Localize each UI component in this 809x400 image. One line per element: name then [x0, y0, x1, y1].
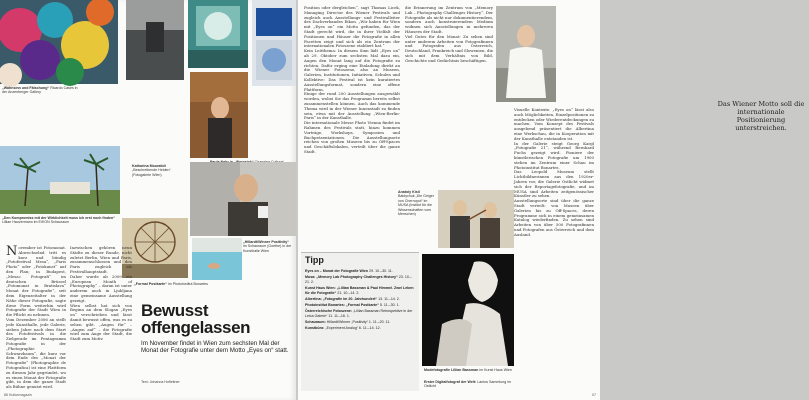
caption-hillardt: „Hillardt/Winner Positivity“ im Schauraum (Goethe) in der Kunsthalle Wien: [243, 240, 292, 253]
photo-pool: [192, 238, 242, 280]
right-body-column-2: die Erinnerung im Zentrum von „Memory Lab – Photography Challenges History“. Der Fotografie als nicht nur dokumentierendem, sondern auch konstruierendem Medium widmen sich Ausstellungen in mehreren Häusern der Stadt. Viel Gutes für den Monat: Zu sehen sind unter anderem Arbeiten von Fotografinnen und Fotografen aus Österreich, Deutschland, Frankreich und Slowenien, die sich mit dem Verhältnis von Bild, Geschichte und Gedächtnis beschäftigen.: [405, 5, 493, 63]
right-body-column-1: Position oder dergleichen“, sagt Thomas Licek, Managing Director des Wiener Festivals und zugleich auch Ausstellungs- und Festivalleiter des Dachverbandes Eikon. „Wir haben für Wien mit „Eyes on“ ein Motto gefunden, das der Stadt gerecht wird, die in ihrer Vielfalt der Positionen und Häuser die Fotografie in allen Facetten zeigt und sich als ein Zentrum der internationalen Fotoszene etabliert hat.“ Kein Leitthema: In diesem Sinn lädt „Eyes on“ ab 29. Oktober zum sechsten Mal dazu ein, Augen den Monat lang auf die Fotografie zu richten. Dafür erging eine Einladung direkt an die Wiener Fotoszene, also an Museen, Galerien, Institutionen, Initiativen, Schulen und Kollektive: Das Festival ist kein kuratiertes Ausstellungsformat, sondern eine offene Plattform. Einige der rund 200 Ausstellungen ausgewählt worden, wobei Sie das Programm bereits selbst zusammenstellen können. Auch das kommende Thema wird in der Wiener Innenstadt zu finden sein, etwa mit der Ausstellung „Wien-Berlin-Paris“ in der Kunsthalle. Die internationale Messe Photo Vienna findet im Rahmen des Festivals statt, hinzu kommen Vorträge, Workshops, Symposien und Buchpräsentationen. Die Ausstellungsorte reichen von großen Museen bis zu Off-Spaces und Geschäftslokalen, verteilt über die ganze Stadt.: [304, 5, 400, 154]
photo-blue-graphic: [252, 0, 296, 86]
caption-bassman: Modefotografie Lillian Bassman im Kunst Haus Wien: [424, 368, 512, 372]
right-page-footer: 07: [592, 393, 596, 397]
photo-teal-wall: [188, 0, 248, 68]
left-body-column-1: November ist Fotomonat. Abwechselnd tritt es kurz und bündig „Fotofestival Mesa“, „Paris Photo“ oder „Fotokunst“ auf den Plan; in Budapest, „Mesac Fotografi“ im deutschen Brüssel „Fotomonat in Bratislava“ Monat der Fotografie“, seit dem Eigenzeitalter in der Nähe dieser Fotografie, sagte diese Form weiterhin wird Fotografie der Stadt Wien in die Pflicht zu nehmen. Vom Dezember 2006 an stellt jede Kunsthalle, jede Galerie, sieben Jahre nach dem Start des Fotofestivals in die Zielgerade im Pentagramm Fotografie in der „Photographie Schwarzbaum“, die kurz vor dem Ende des „Monat der Fotografie“ (Photographie de Fotografica) ist eine Plattform zu diesem Jahr gegründet, wo es einen Monat der Fotografie gibt, in dem die ganze Stadt als Bühne genutzt wird.: [6, 244, 66, 390]
right-page: [298, 0, 805, 400]
photo-bassman-fashion: [422, 254, 514, 366]
tipp-item: Eyes on – Monat der Fotografie Wien 29. 10.–30. 11.: [305, 269, 393, 273]
tipp-item: Kunstbüro: „Experiment Analog“ 6. 11.–14. 12.: [305, 326, 381, 331]
photo-palm-trees: [0, 146, 120, 214]
article-standfirst: Im November findet in Wien zum sechsten Mal der Monat der Fotografie unter dem Motto „Eyes on“ statt.: [141, 340, 289, 355]
article-byline: Text: Johanna Hofleitner: [141, 380, 180, 384]
caption-wahnsinn: „Wahnsinn und Fälschung“ Ricardo Cases in der Anzenberger Gallery: [2, 86, 78, 95]
caption-katharina: Katharina Mouratidi „Beschreibende Helden“ (Fotogalerie Wien): [132, 164, 171, 177]
article-headline: Bewusst offengelassen: [141, 301, 251, 337]
photo-girl-white: [496, 6, 556, 102]
caption-postkarte: „Formal Postkarte“ im Photoinstitut Bonartes: [134, 282, 208, 286]
tipp-list: [305, 269, 415, 332]
tipp-item: Musa: „Memory Lab Photography Challenges History“ 23. 10.–21. 2.: [305, 275, 412, 284]
photo-water-bw: [126, 0, 184, 80]
left-page: [0, 0, 296, 400]
tipp-item: Schauraum: Hillardt/Winner „Positivity“ 1. 11.–20. 11.: [305, 319, 391, 324]
tipp-title: Tipp: [305, 255, 324, 265]
photo-violinists: [438, 190, 514, 248]
pull-quote: Das Wiener Motto soll die internationale Positionierung unterstreichen.: [717, 100, 805, 132]
photo-woman-wood: [190, 72, 248, 158]
tipp-box: [301, 252, 419, 391]
tipp-item: Österreichische Fotoszene: „Lillian Bassman Retrospektive in der Leica Galerie“ 11. 11.–16. 1.: [305, 309, 413, 318]
tipp-item: Albertina: „Fotografie im 20. Jahrhundert“ 13. 11.–14. 2.: [305, 296, 400, 301]
caption-geiger: Erster Digitalfotograf der Welt: Lantos Sammlung im Ostlicht: [424, 380, 512, 389]
photo-man-cup: [190, 162, 296, 236]
right-body-column-3: Visuelle Kontexte. „Eyes on“ lässt also auch Möglichkeiten, Einzelpositionen zu entdecken oder Wiederentdeckungen zu machen. Vom Konzept des Festivals ausgehend präsentiert die Albertina eine Werkschau, die in Kooperation mit der Kunsthalle entstanden ist. In der Galerie steigt Georg Kargl „Fotografie 21“, während Bernhard Fuchs gezeigt wird. Pioniere der künstlerischen Fotografie um 1900 stehen im Zentrum einer Schau im Photoinstitut Bonartes. Das Leopold Museum stellt Lichtbildnerinnen aus den 1920er-Jahren vor, die Galerie Ostlicht widmet sich der Reportagefotografie, und im MUSA sind Arbeiten zeitgenössischer Künstler zu sehen. Ausstellungsorte sind über die ganze Stadt verteilt: von Museen über Galerien bis zu Off-Spaces, deren Programme sich in einem gemeinsamen Katalog wiederfinden. Zu sehen sind Arbeiten von über 500 Fotografinnen und Fotografen aus Österreich und dem Ausland.: [514, 107, 595, 237]
photo-colorful-objects: [0, 0, 118, 84]
left-page-footer: 86 Kulturmagazin: [4, 393, 32, 397]
left-body-column-2: Inzwischen gehören neun Städte zu dieser Runde, nicht zuletzt Berlin, Wien und Paris, zusammenschlossen und den Paris zugleich als Festivalhauptstadt. Daher wurde ab 2009 ein „European Month of Photography“ – daran ist unter anderem auch in Ljubljana eine gemeinsame Ausstellung gezeigt. Wien selbst hat sich von Beginn an dem Slogan „Eyes on“ verschrieben und lässt damit bewusst offen, was es zu sehen gibt. „Augen für“ – „Augen auf“ – die Fotografie wird zum Auge der Stadt, die Stadt zum Motiv.: [70, 245, 132, 342]
tipp-item: Photoinstitut Bonartes: „Formal Postkarte“ 5. 11.–30. 1.: [305, 302, 400, 307]
caption-kisil: Anatoly Kisil Babiychuk „Die Geiger von Chernopol“ im MUSA (Institut für die Wissenschaften vom Menschen): [398, 190, 434, 217]
tipp-item: Kunst Haus Wien: „Lillian Bassman & Paul Himmel. Zwei Leben für die Fotografie“ 21. 10.–14. 2.: [305, 285, 414, 295]
caption-kompromiss: „Den Kompromiss mit der Wirklichkeit muss ich erst noch finden“ Lillian Hauvermann im EIKON Schauraum: [2, 216, 115, 225]
